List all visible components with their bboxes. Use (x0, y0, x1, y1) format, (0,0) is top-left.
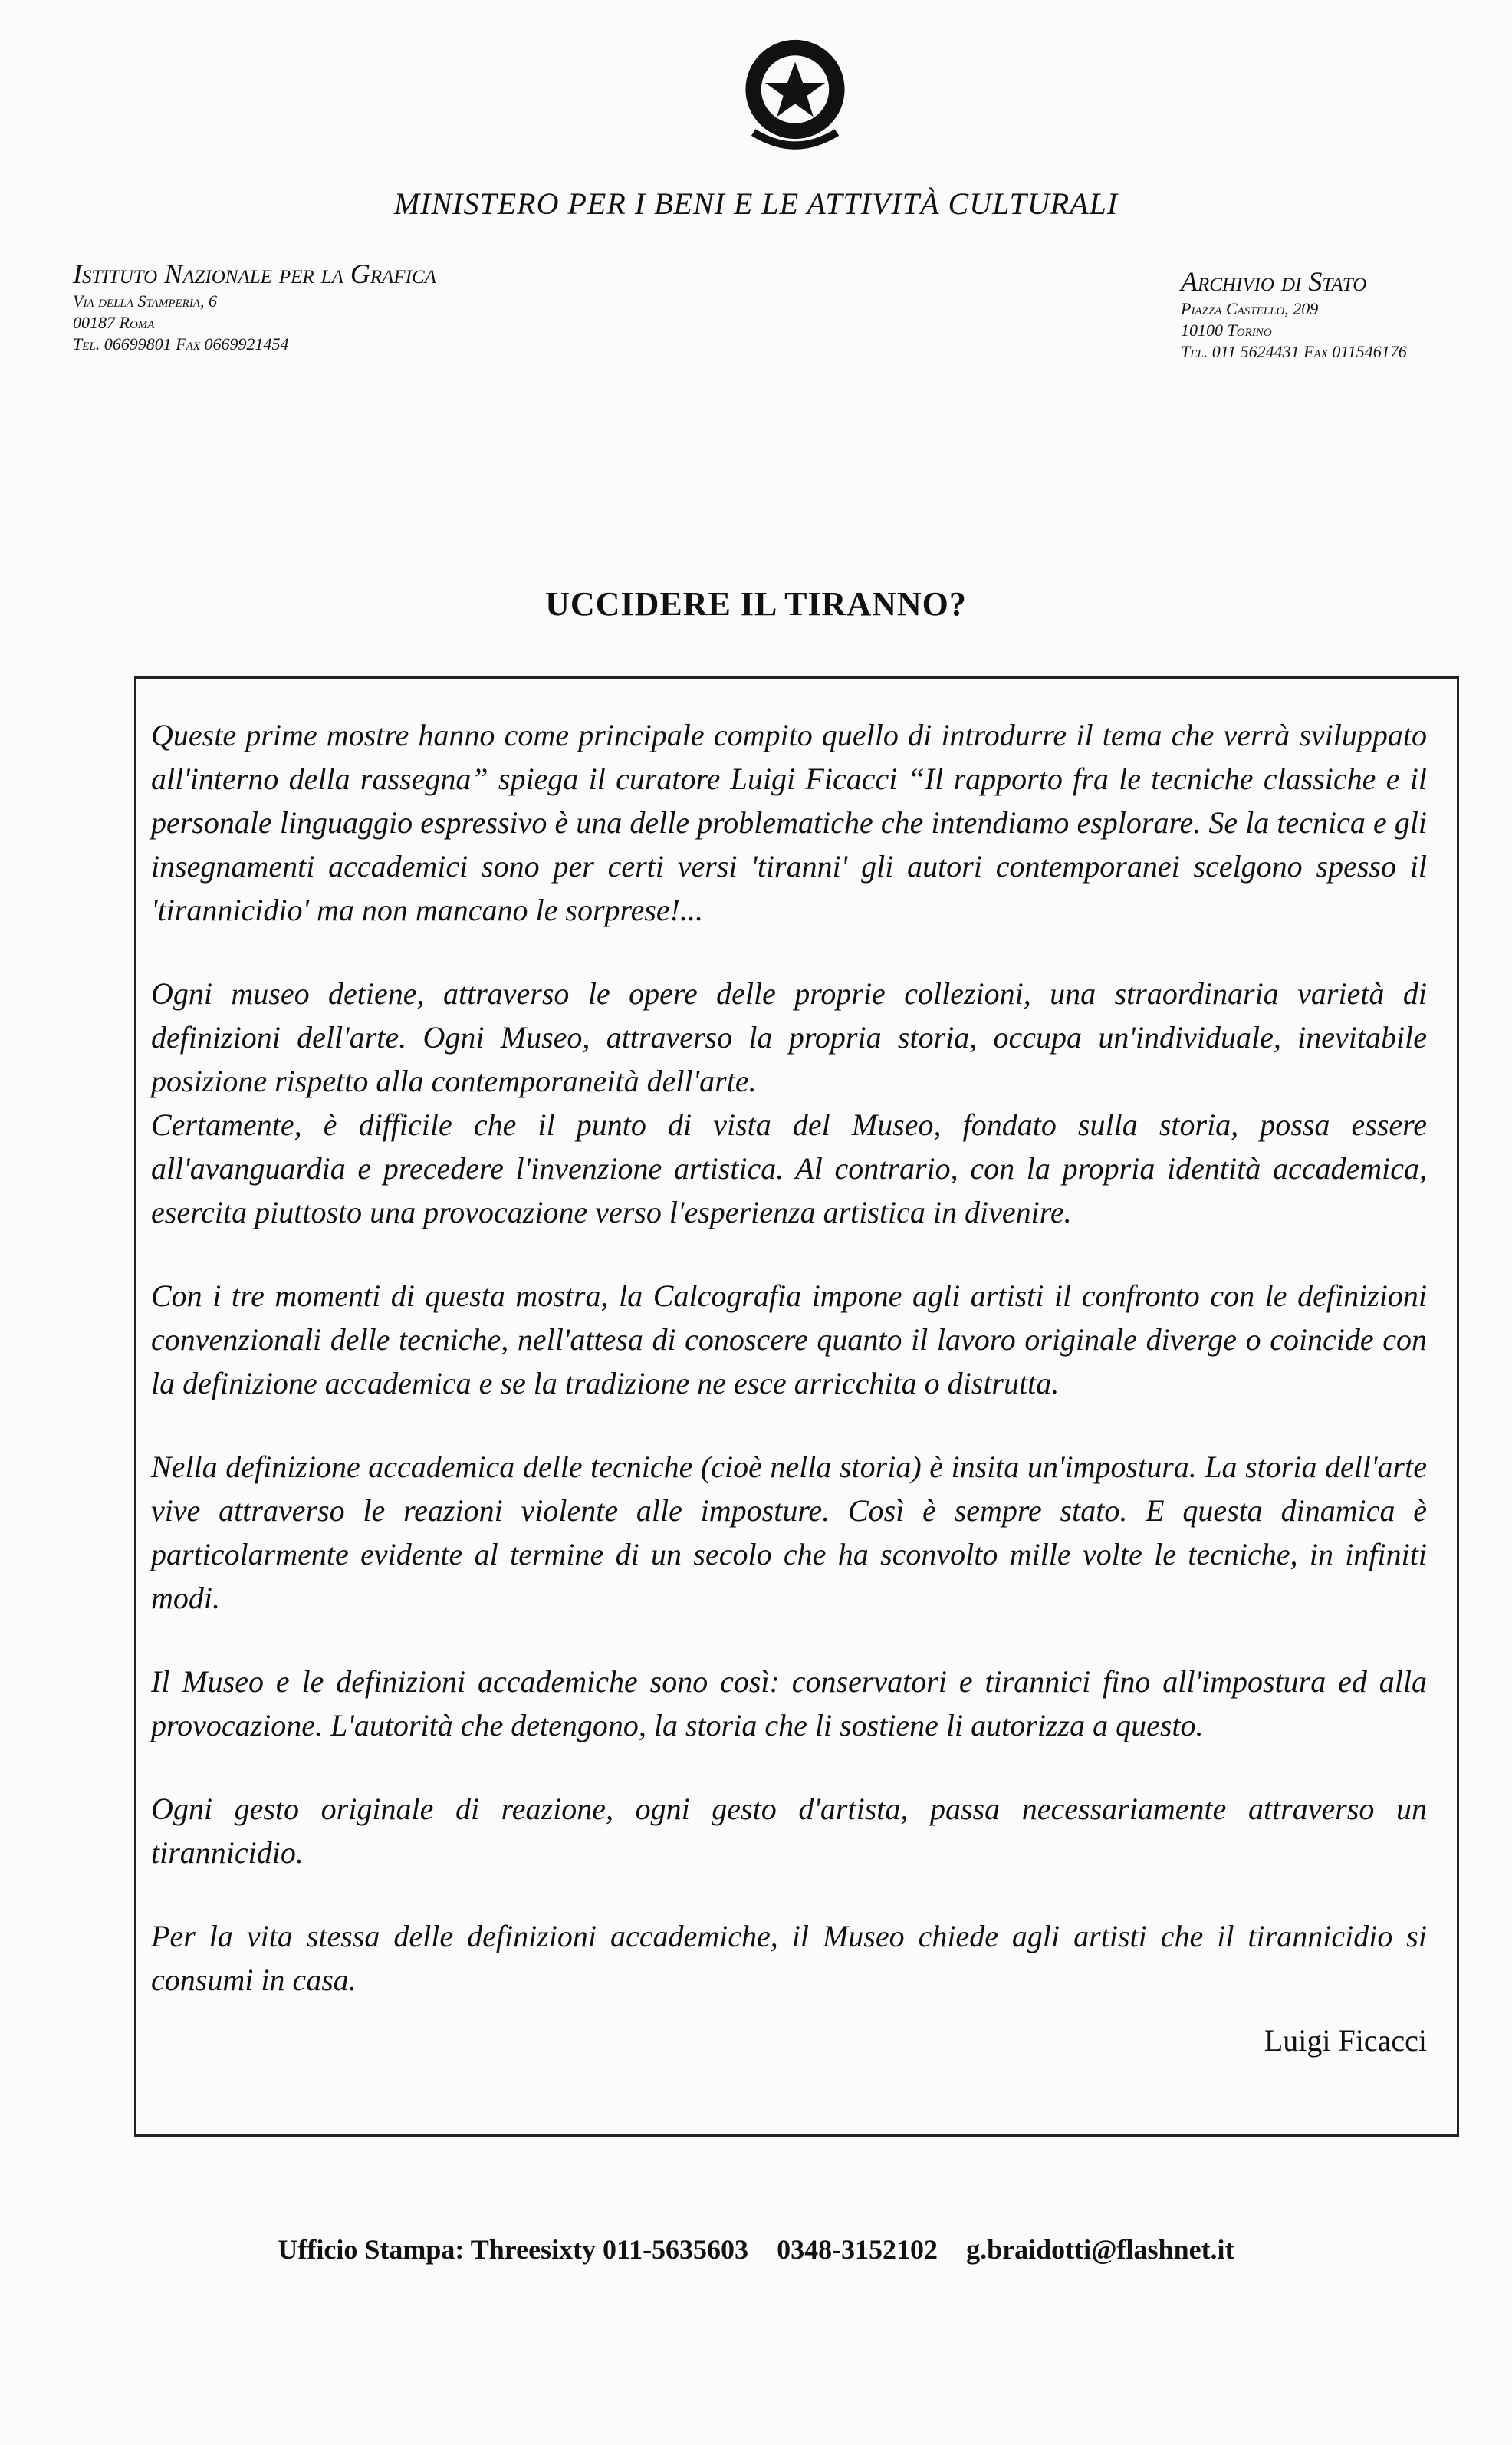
email-address: g.braidotti@flashnet.it (966, 2234, 1234, 2265)
city: 10100 Torino (1181, 321, 1272, 340)
paragraph: Nella definizione accademica delle tecniche (cioè nella storia) è insita un'impostura. La storia dell'arte vive attraverso le reazioni violente alle imposture. Così è sempre stato. E questa dinamica è particolarmente evidente al termine di un secolo che ha sconvolto mille volte le tecniche, in infiniti modi. (151, 1450, 1427, 1615)
ministry-heading: MINISTERO PER I BENI E LE ATTIVITÀ CULTURALI (393, 186, 1119, 221)
paragraph: Per la vita stessa delle definizioni accademiche, il Museo chiede agli artisti che il tirannicidio si consumi in casa. (151, 1919, 1427, 1997)
city: 00187 Roma (73, 313, 155, 332)
paragraph: Con i tre momenti di questa mostra, la Calcografia impone agli artisti il confronto con le definizioni convenzionali delle tecniche, nell'attesa di conoscere quanto il lavoro originale diverge o coincide con la definizione accademica e se la tradizione ne esce arricchita o distrutta. (151, 1278, 1427, 1400)
institution-name: Istituto Nazionale per la Grafica (73, 258, 436, 289)
signature: Luigi Ficacci (1264, 2023, 1427, 2058)
paragraph: Ogni museo detiene, attraverso le opere delle proprie collezioni, una straordinaria varietà di definizioni dell'arte. Ogni Museo, attraverso la propria storia, occupa un'individuale, inevitabile posizione rispetto alla contemporaneità dell'arte. (151, 976, 1427, 1098)
institution-name: Archivio di Stato (1181, 266, 1367, 297)
sender-address-right (1181, 265, 1407, 363)
mobile-number: 0348-3152102 (777, 2234, 938, 2265)
italian-republic-emblem-icon (730, 31, 860, 161)
sender-address-left (73, 257, 436, 355)
press-office-label: Ufficio Stampa: Threesixty 011-5635603 (278, 2234, 749, 2265)
paragraph: Certamente, è difficile che il punto di vista del Museo, fondato sulla storia, possa essere all'avanguardia e precedere l'invenzione artistica. Al contrario, con la propria identità accademica, esercita piuttosto una provocazione verso l'esperienza artistica in divenire. (151, 1107, 1427, 1229)
paragraph: Queste prime mostre hanno come principale compito quello di introdurre il tema che verrà sviluppato all'interno della rassegna” spiega il curatore Luigi Ficacci “Il rapporto fra le tecniche classiche e il personale linguaggio espressivo è una delle problematiche che intendiamo esplorare. Se la tecnica e gli insegnamenti accademici sono per certi versi 'tiranni' gli autori contemporanei scelgono spesso il 'tirannicidio' ma non mancano le sorprese!... (151, 718, 1427, 927)
phone-fax: Tel. 06699801 Fax 0669921454 (73, 334, 289, 354)
document-title: UCCIDERE IL TIRANNO? (545, 585, 967, 623)
paragraph: Il Museo e le definizioni accademiche sono così: conservatori e tirannici fino all'impostura ed alla provocazione. L'autorità che detengono, la storia che li sostiene li autorizza a questo. (151, 1664, 1427, 1742)
phone-fax: Tel. 011 5624431 Fax 011546176 (1181, 342, 1407, 361)
paragraph: Ogni gesto originale di reazione, ogni gesto d'artista, passa necessariamente attraverso un tirannicidio. (151, 1792, 1427, 1870)
street: Via della Stamperia, 6 (73, 291, 217, 311)
quote-body (134, 713, 1459, 2062)
press-office-footer (0, 2233, 1512, 2266)
street: Piazza Castello, 209 (1181, 299, 1319, 318)
